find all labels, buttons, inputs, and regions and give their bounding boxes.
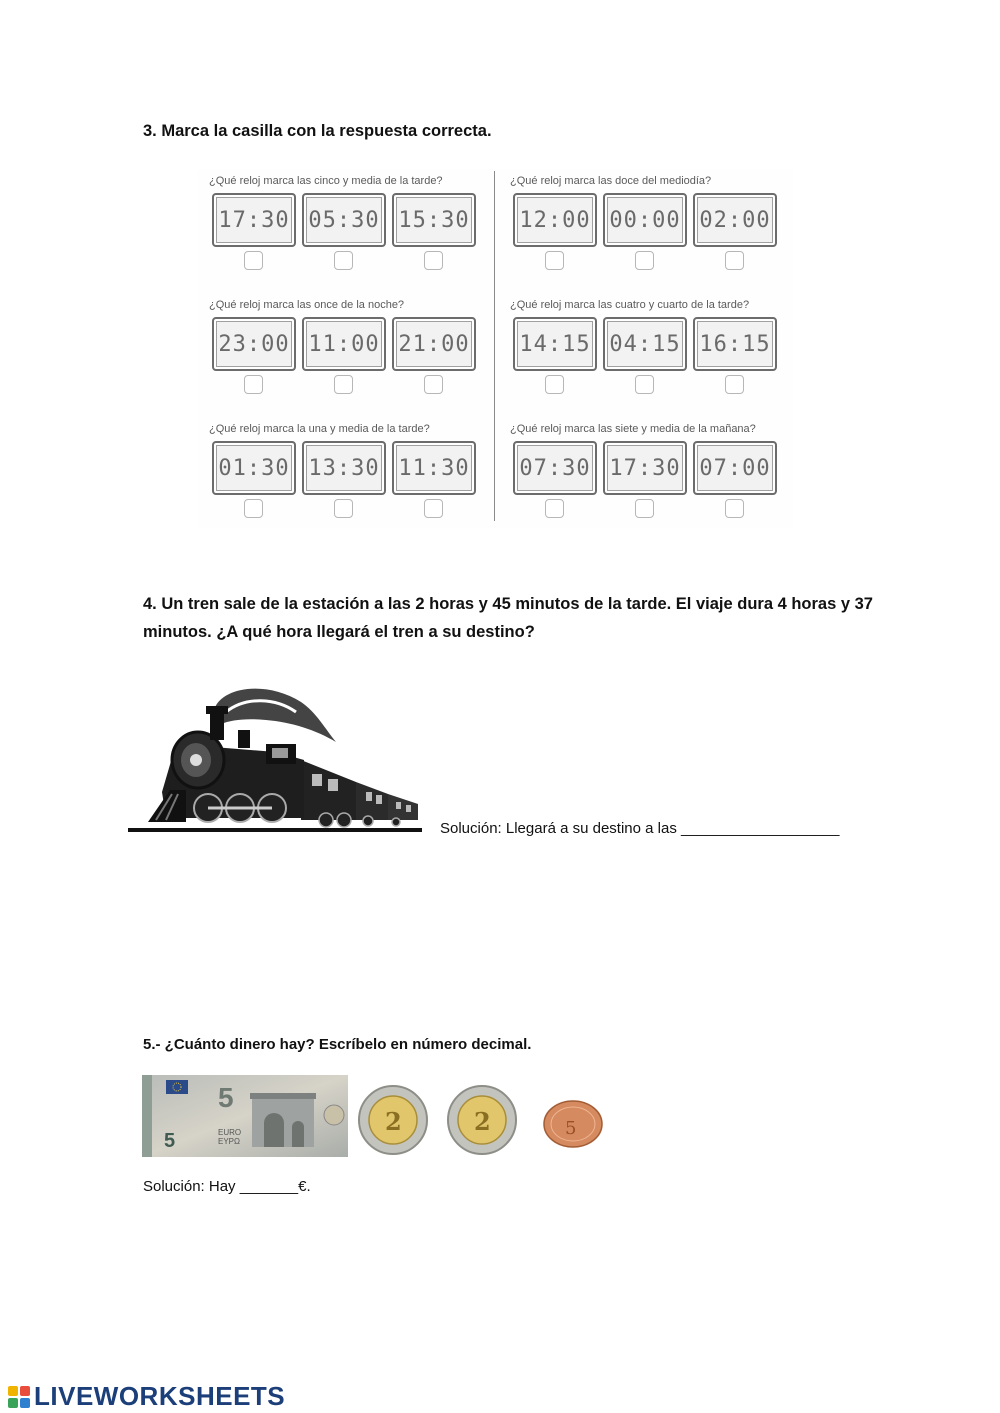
- coin-icon: [357, 1084, 429, 1156]
- clock-time: 11:30: [398, 455, 470, 481]
- clock-time: 17:30: [218, 207, 290, 233]
- liveworksheets-logo-icon: [8, 1386, 30, 1408]
- clock-question: [197, 417, 487, 527]
- digital-clock: [603, 441, 687, 495]
- digital-clock: [693, 193, 777, 247]
- digital-clock: [693, 317, 777, 371]
- clock-question-text: ¿Qué reloj marca la una y media de la tarde?: [209, 423, 430, 435]
- answer-checkbox[interactable]: [334, 375, 353, 394]
- clock-question: [498, 417, 788, 527]
- answer-checkbox[interactable]: [244, 251, 263, 270]
- question-4-solution-line: Solución: Llegará a su destino a las ___________________: [440, 820, 840, 837]
- footer-logo: [8, 1381, 285, 1412]
- clock-question: [498, 169, 788, 279]
- clock-question-text: ¿Qué reloj marca las doce del mediodía?: [510, 175, 712, 187]
- digital-clock: [603, 317, 687, 371]
- train-icon: [126, 682, 426, 842]
- steam-train-illustration: [126, 682, 426, 847]
- clock-question-text: ¿Qué reloj marca las cuatro y cuarto de la tarde?: [510, 299, 750, 311]
- answer-checkbox[interactable]: [244, 499, 263, 518]
- digital-clock: [302, 193, 386, 247]
- clock-time: 12:00: [519, 207, 591, 233]
- clock-time: 11:00: [308, 331, 380, 357]
- answer-checkbox[interactable]: [545, 375, 564, 394]
- clock-exercise-panel: [197, 169, 793, 528]
- clock-time: 00:00: [609, 207, 681, 233]
- answer-checkbox[interactable]: [635, 499, 654, 518]
- answer-checkbox[interactable]: [635, 251, 654, 270]
- five-cent-coin: [543, 1099, 603, 1154]
- clock-time: 21:00: [398, 331, 470, 357]
- answer-checkbox[interactable]: [334, 499, 353, 518]
- clock-time: 17:30: [609, 455, 681, 481]
- clock-time: 04:15: [609, 331, 681, 357]
- answer-checkbox[interactable]: [545, 251, 564, 270]
- clock-time: 07:00: [699, 455, 771, 481]
- digital-clock: [693, 441, 777, 495]
- question-4-title: 4. Un tren sale de la estación a las 2 horas y 45 minutos de la tarde. El viaje dura 4 horas y 37 minutos. ¿A qué hora llegará el tren a su destino?: [143, 595, 873, 641]
- digital-clock: [212, 193, 296, 247]
- coin-value: 2: [474, 1107, 491, 1136]
- digital-clock: [212, 441, 296, 495]
- digital-clock: [302, 317, 386, 371]
- coin-value: 2: [385, 1107, 402, 1136]
- digital-clock: [513, 193, 597, 247]
- digital-clock: [513, 317, 597, 371]
- answer-checkbox[interactable]: [725, 499, 744, 518]
- digital-clock: [392, 441, 476, 495]
- question-3-title: 3. Marca la casilla con la respuesta correcta.: [143, 122, 492, 140]
- panel-divider: [494, 171, 495, 521]
- question-5-title: 5.- ¿Cuánto dinero hay? Escríbelo en número decimal.: [143, 1036, 532, 1053]
- clock-time: 23:00: [218, 331, 290, 357]
- answer-checkbox[interactable]: [334, 251, 353, 270]
- banknote-icon: [142, 1075, 348, 1157]
- banknote-value-bottom: 5: [164, 1130, 176, 1152]
- clock-question: [197, 169, 487, 279]
- clock-time: 02:00: [699, 207, 771, 233]
- clock-question: [197, 293, 487, 403]
- banknote-currency-text: EURO: [218, 1128, 242, 1137]
- five-euro-banknote: [142, 1075, 348, 1162]
- clock-question-text: ¿Qué reloj marca las cinco y media de la tarde?: [209, 175, 443, 187]
- clock-time: 13:30: [308, 455, 380, 481]
- clock-question-text: ¿Qué reloj marca las once de la noche?: [209, 299, 405, 311]
- answer-checkbox[interactable]: [545, 499, 564, 518]
- digital-clock: [392, 317, 476, 371]
- digital-clock: [392, 193, 476, 247]
- digital-clock: [212, 317, 296, 371]
- digital-clock: [603, 193, 687, 247]
- coin-icon: [446, 1084, 518, 1156]
- clock-time: 16:15: [699, 331, 771, 357]
- clock-time: 01:30: [218, 455, 290, 481]
- question-5-solution-line: Solución: Hay _______€.: [143, 1178, 311, 1195]
- answer-checkbox[interactable]: [424, 499, 443, 518]
- coin-icon: [543, 1099, 603, 1149]
- clock-time: 07:30: [519, 455, 591, 481]
- answer-checkbox[interactable]: [725, 251, 744, 270]
- coin-value: 5: [565, 1118, 577, 1139]
- footer-brand-text: LIVEWORKSHEETS: [34, 1381, 286, 1411]
- answer-checkbox[interactable]: [635, 375, 654, 394]
- clock-time: 15:30: [398, 207, 470, 233]
- clock-time: 14:15: [519, 331, 591, 357]
- banknote-currency-text-2: ΕΥΡΩ: [218, 1137, 240, 1146]
- banknote-value-top: 5: [218, 1082, 234, 1113]
- digital-clock: [513, 441, 597, 495]
- clock-time: 05:30: [308, 207, 380, 233]
- digital-clock: [302, 441, 386, 495]
- clock-question-text: ¿Qué reloj marca las siete y media de la mañana?: [510, 423, 756, 435]
- answer-checkbox[interactable]: [725, 375, 744, 394]
- answer-checkbox[interactable]: [244, 375, 263, 394]
- answer-checkbox[interactable]: [424, 251, 443, 270]
- answer-checkbox[interactable]: [424, 375, 443, 394]
- two-euro-coin: [446, 1084, 518, 1161]
- clock-question: [498, 293, 788, 403]
- two-euro-coin: [357, 1084, 429, 1161]
